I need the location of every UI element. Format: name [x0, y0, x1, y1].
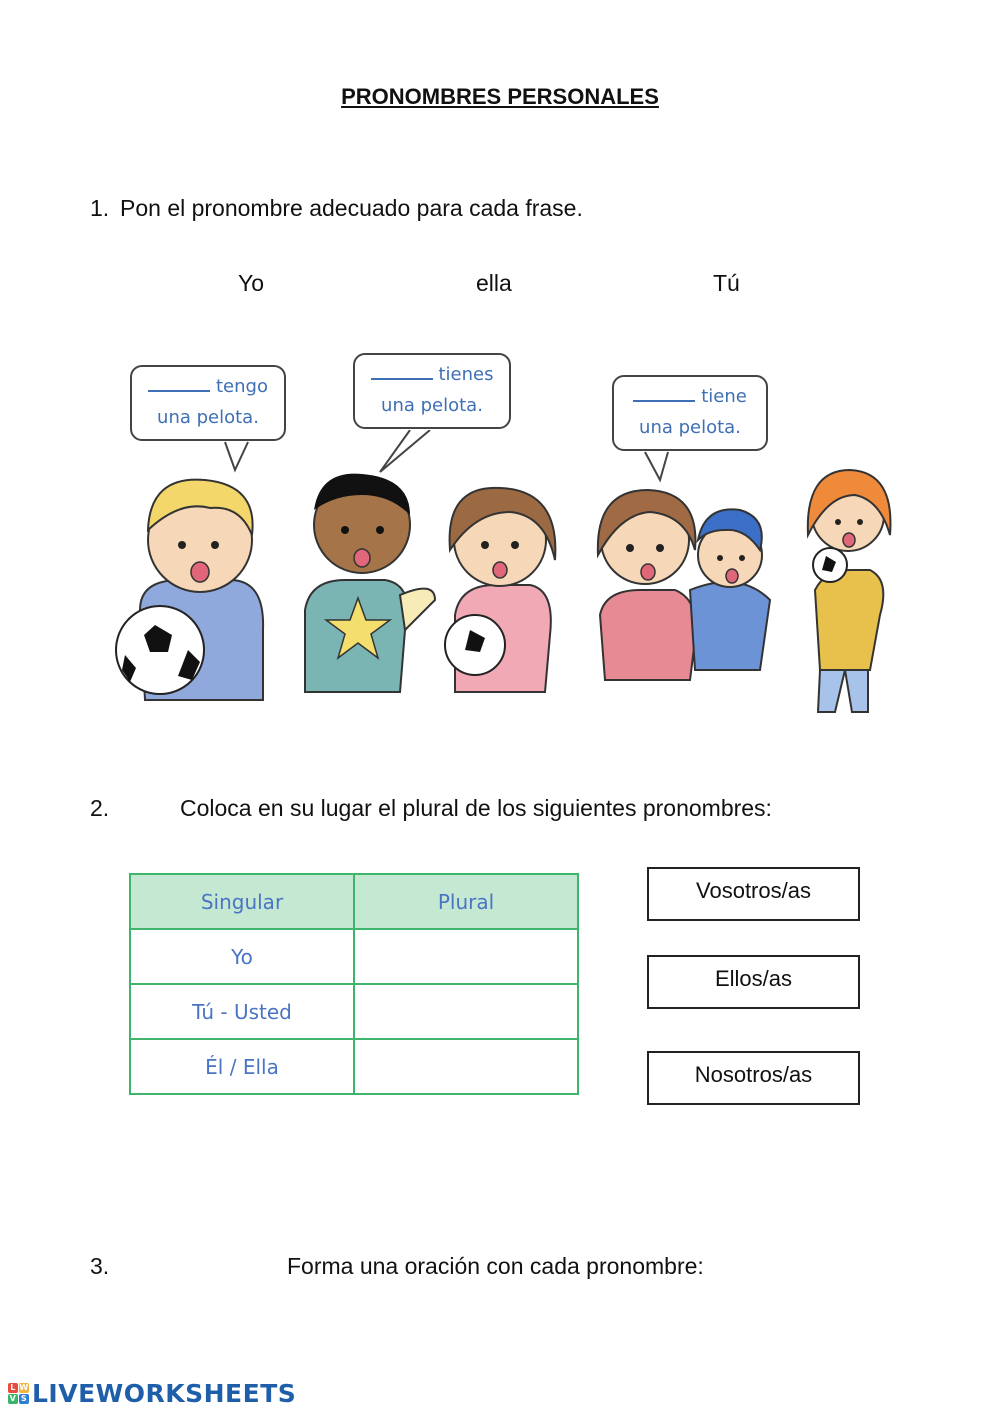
- table-row: [130, 929, 578, 984]
- bubble-1-line2: una pelota.: [157, 407, 259, 428]
- bubble-2-line1: tienes: [438, 364, 494, 385]
- question-2-instruction: Coloca en su lugar el plural de los siguientes pronombres:: [180, 795, 772, 821]
- singular-cell: Yo: [130, 929, 354, 984]
- redhead-girl: [808, 470, 891, 712]
- bubble-1-tail: [225, 442, 248, 470]
- hugging-children: [598, 490, 770, 680]
- answer-blank-2[interactable]: [371, 364, 433, 380]
- singular-cell: Tú - Usted: [130, 984, 354, 1039]
- bubble-3-line1: tiene: [701, 386, 747, 407]
- bubble-1-line1: tengo: [216, 376, 268, 397]
- question-3-number: 3.: [90, 1253, 110, 1279]
- boy-with-ball: [116, 480, 263, 700]
- page-title: PRONOMBRES PERSONALES: [341, 84, 659, 109]
- question-1-number: 1.: [90, 195, 110, 221]
- plural-drop-target[interactable]: [354, 1039, 578, 1094]
- bubble-2-line2: una pelota.: [381, 395, 483, 416]
- header-singular: Singular: [130, 874, 354, 929]
- draggable-option-ellos[interactable]: Ellos/as: [647, 955, 860, 1009]
- speech-bubble-2: [353, 353, 511, 429]
- answer-blank-3[interactable]: [633, 386, 695, 402]
- draggable-option-vosotros[interactable]: Vosotros/as: [647, 867, 860, 921]
- table-header-row: [130, 874, 578, 929]
- bubble-2-tail: [380, 430, 430, 472]
- table-row: [130, 1039, 578, 1094]
- word-bank-yo[interactable]: Yo: [238, 270, 265, 296]
- liveworksheets-logo[interactable]: [8, 1379, 296, 1408]
- plural-drop-target[interactable]: [354, 929, 578, 984]
- bubble-3-line2: una pelota.: [639, 417, 741, 438]
- question-1-instruction: Pon el pronombre adecuado para cada frase.: [120, 195, 583, 221]
- children-illustration: [100, 430, 900, 730]
- answer-blank-1[interactable]: [148, 376, 210, 392]
- logo-mark-icon: L W V S: [9, 1383, 29, 1403]
- question-2-number: 2.: [90, 795, 110, 821]
- word-bank-ella[interactable]: ella: [476, 270, 512, 296]
- header-plural: Plural: [354, 874, 578, 929]
- boy-with-star: [305, 474, 435, 692]
- question-3-instruction: Forma una oración con cada pronombre:: [287, 1253, 704, 1279]
- word-bank-tu[interactable]: Tú: [713, 270, 740, 296]
- pronoun-table: [129, 873, 579, 1095]
- plural-drop-target[interactable]: [354, 984, 578, 1039]
- logo-text: LIVEWORKSHEETS: [32, 1379, 297, 1408]
- singular-cell: Él / Ella: [130, 1039, 354, 1094]
- draggable-option-nosotros[interactable]: Nosotros/as: [647, 1051, 860, 1105]
- girl-with-ball: [445, 488, 555, 692]
- bubble-3-tail: [645, 452, 668, 480]
- table-row: [130, 984, 578, 1039]
